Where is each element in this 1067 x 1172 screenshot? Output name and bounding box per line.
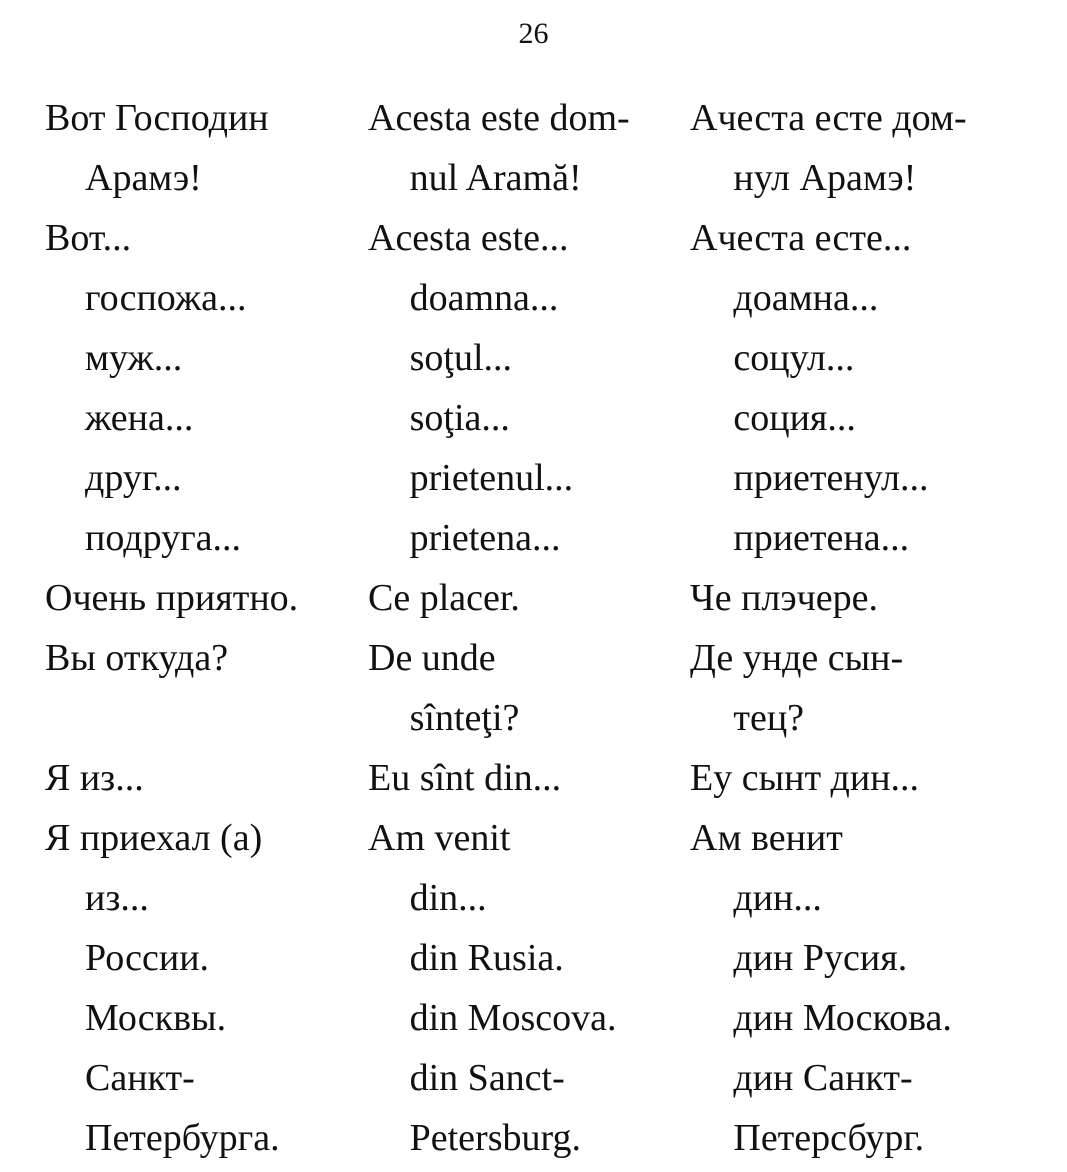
russian-phrase: жена... <box>85 397 194 439</box>
phrase-row <box>45 1108 1055 1168</box>
phrase-row <box>45 268 1055 328</box>
russian-phrase: Я приехал (а) <box>45 817 263 859</box>
phrase-row <box>45 688 1055 748</box>
phrase-row <box>45 988 1055 1048</box>
russian-phrase: муж... <box>85 337 183 379</box>
romanian-phrase: Am venit <box>368 817 511 859</box>
transliteration-phrase: тец? <box>733 697 805 739</box>
romanian-phrase: soţia... <box>409 397 510 439</box>
russian-phrase <box>45 688 370 748</box>
russian-phrase: Очень приятно. <box>45 577 299 619</box>
phrase-row <box>45 88 1055 148</box>
russian-phrase: Санкт- <box>85 1057 195 1099</box>
phrase-row <box>45 1048 1055 1108</box>
transliteration-phrase: доамна... <box>733 277 879 319</box>
transliteration-phrase: Ам венит <box>690 817 843 859</box>
transliteration-phrase: дин Русия. <box>733 937 908 979</box>
russian-phrase: России. <box>85 937 210 979</box>
romanian-phrase: doamna... <box>409 277 559 319</box>
phrase-row <box>45 808 1055 868</box>
phrase-row <box>45 628 1055 688</box>
phrase-row <box>45 448 1055 508</box>
romanian-phrase: Petersburg. <box>409 1117 581 1159</box>
romanian-phrase: De unde <box>368 637 496 679</box>
transliteration-phrase: нул Арамэ! <box>733 157 917 199</box>
russian-phrase: подруга... <box>85 517 242 559</box>
romanian-phrase: Acesta este... <box>368 217 569 259</box>
phrase-table <box>45 88 1055 1168</box>
russian-phrase: Москвы. <box>85 997 227 1039</box>
phrase-row <box>45 508 1055 568</box>
romanian-phrase: din Rusia. <box>409 937 564 979</box>
russian-phrase: Арамэ! <box>85 157 202 199</box>
romanian-phrase: Eu sînt din... <box>368 757 562 799</box>
romanian-phrase: din Sanct- <box>409 1057 565 1099</box>
page-number: 26 <box>518 17 549 50</box>
transliteration-phrase: дин Москова. <box>733 997 952 1039</box>
transliteration-phrase: соцул... <box>733 337 855 379</box>
romanian-phrase: din Moscova. <box>409 997 617 1039</box>
romanian-phrase: Ce placer. <box>368 577 520 619</box>
russian-phrase: госпожа... <box>85 277 247 319</box>
russian-phrase: Вы откуда? <box>45 637 229 679</box>
phrase-row <box>45 328 1055 388</box>
transliteration-phrase: Петерсбург. <box>733 1117 925 1159</box>
russian-phrase: Вот Господин <box>45 97 269 139</box>
phrase-row <box>45 568 1055 628</box>
transliteration-phrase: дин... <box>733 877 822 919</box>
romanian-phrase: sînteţi? <box>409 697 520 739</box>
transliteration-phrase: Ачеста есте... <box>690 217 912 259</box>
transliteration-phrase: соция... <box>733 397 856 439</box>
russian-phrase: Петербурга. <box>85 1117 280 1159</box>
phrase-row <box>45 388 1055 448</box>
romanian-phrase: Acesta este dom- <box>368 97 630 139</box>
transliteration-phrase: дин Санкт- <box>733 1057 913 1099</box>
phrase-row <box>45 208 1055 268</box>
transliteration-phrase: Еу сынт дин... <box>690 757 920 799</box>
phrase-row <box>45 928 1055 988</box>
transliteration-phrase: Че плэчере. <box>690 577 879 619</box>
romanian-phrase: soţul... <box>409 337 513 379</box>
romanian-phrase: din... <box>409 877 487 919</box>
transliteration-phrase: приетена... <box>733 517 910 559</box>
romanian-phrase: nul Aramă! <box>409 157 582 199</box>
phrase-row <box>45 748 1055 808</box>
phrase-row <box>45 148 1055 208</box>
russian-phrase: из... <box>85 877 149 919</box>
transliteration-phrase: Ачеста есте дом- <box>690 97 967 139</box>
phrase-row <box>45 868 1055 928</box>
transliteration-phrase: приетенул... <box>733 457 929 499</box>
romanian-phrase: prietena... <box>409 517 561 559</box>
russian-phrase: Вот... <box>45 217 132 259</box>
russian-phrase: друг... <box>85 457 182 499</box>
romanian-phrase: prietenul... <box>409 457 574 499</box>
russian-phrase: Я из... <box>45 757 144 799</box>
transliteration-phrase: Де унде сын- <box>690 637 904 679</box>
